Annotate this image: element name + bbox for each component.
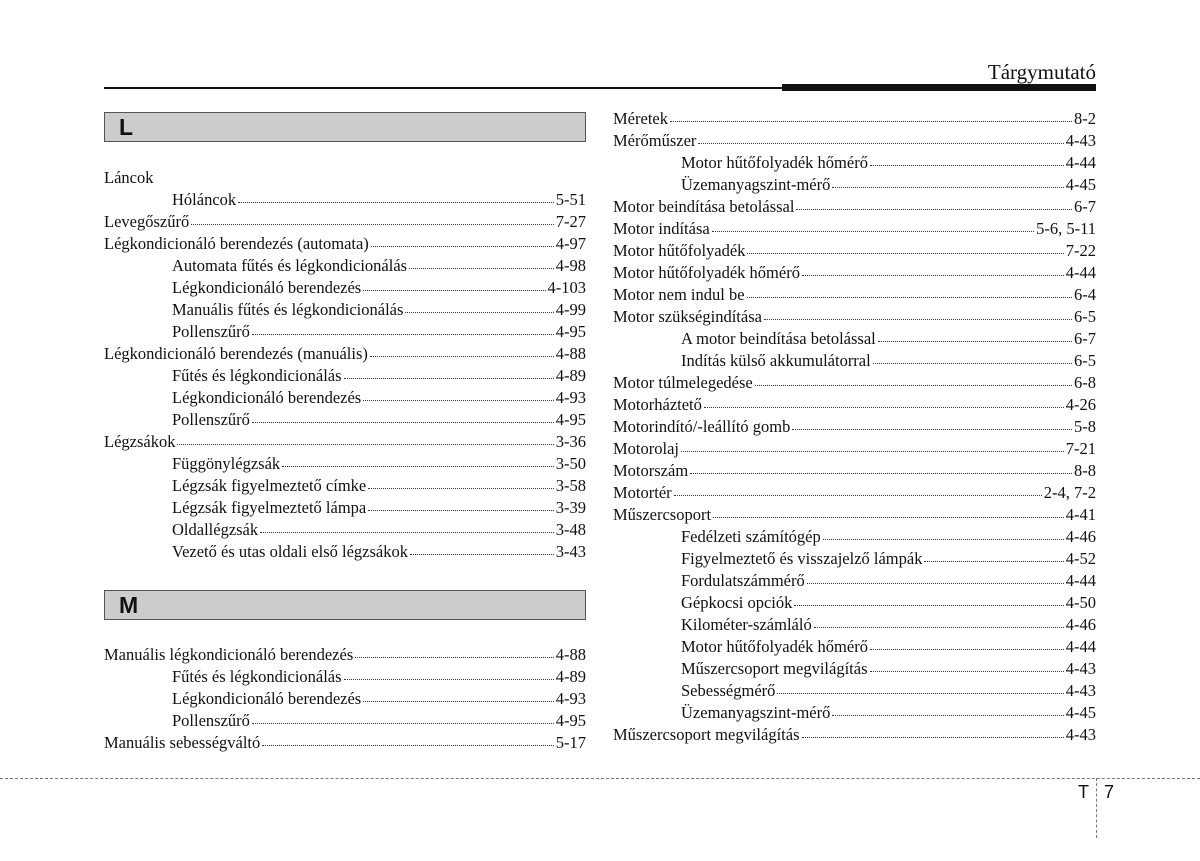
- index-subentry: Légkondicionáló berendezés 4-93: [172, 689, 586, 708]
- leader-dots: [870, 671, 1064, 672]
- footer-section-prefix: T: [1078, 782, 1089, 802]
- leader-dots: [363, 400, 554, 401]
- section-letter-m: M: [119, 592, 139, 618]
- leader-dots: [344, 679, 554, 680]
- index-entry: Motor nem indul be 6-4: [613, 285, 1096, 304]
- header-bar: [782, 84, 1096, 91]
- index-entry: Motorindító/-leállító gomb 5-8: [613, 417, 1096, 436]
- leader-dots: [794, 605, 1063, 606]
- index-subentry: Fűtés és légkondicionálás 4-89: [172, 667, 586, 686]
- leader-dots: [878, 341, 1072, 342]
- leader-dots: [747, 297, 1072, 298]
- leader-dots: [177, 444, 553, 445]
- index-entry: Manuális sebességváltó 5-17: [104, 733, 586, 752]
- leader-dots: [410, 554, 554, 555]
- index-subentry: Függönylégzsák 3-50: [172, 454, 586, 473]
- leader-dots: [405, 312, 553, 313]
- index-subentry: Oldallégzsák 3-48: [172, 520, 586, 539]
- leader-dots: [704, 407, 1064, 408]
- index-subentry: Műszercsoport megvilágítás 4-43: [681, 659, 1096, 678]
- leader-dots: [873, 363, 1072, 364]
- page-header-title: Tárgymutató: [987, 60, 1096, 84]
- index-subentry: Üzemanyagszint-mérő 4-45: [681, 175, 1096, 194]
- index-subentry: Légkondicionáló berendezés 4-103: [172, 278, 586, 297]
- leader-dots: [802, 737, 1064, 738]
- leader-dots: [802, 275, 1064, 276]
- index-subentry: Kilométer-számláló 4-46: [681, 615, 1096, 634]
- index-entry: Motor beindítása betolással 6-7: [613, 197, 1096, 216]
- leader-dots: [252, 723, 554, 724]
- index-entry: Légkondicionáló berendezés (manuális) 4-88: [104, 344, 586, 363]
- index-entry: Láncok: [104, 168, 154, 187]
- section-letter-l: L: [119, 114, 134, 140]
- index-subentry: Pollenszűrő 4-95: [172, 711, 586, 730]
- leader-dots: [262, 745, 553, 746]
- index-entry: Levegőszűrő 7-27: [104, 212, 586, 231]
- leader-dots: [764, 319, 1072, 320]
- index-entry: Légkondicionáló berendezés (automata) 4-97: [104, 234, 586, 253]
- leader-dots: [792, 429, 1072, 430]
- leader-dots: [681, 451, 1064, 452]
- leader-dots: [870, 165, 1064, 166]
- index-subentry: Sebességmérő 4-43: [681, 681, 1096, 700]
- section-header-m: [104, 590, 586, 620]
- leader-dots: [282, 466, 554, 467]
- leader-dots: [870, 649, 1064, 650]
- leader-dots: [238, 202, 554, 203]
- index-subentry: Légzsák figyelmeztető címke 3-58: [172, 476, 586, 495]
- leader-dots: [777, 693, 1063, 694]
- page-number: 7: [1104, 782, 1115, 802]
- leader-dots: [747, 253, 1063, 254]
- leader-dots: [823, 539, 1064, 540]
- leader-dots: [924, 561, 1063, 562]
- index-entry: Motor hűtőfolyadék hőmérő 4-44: [613, 263, 1096, 282]
- index-subentry: Hóláncok 5-51: [172, 190, 586, 209]
- index-subentry: Fedélzeti számítógép 4-46: [681, 527, 1096, 546]
- leader-dots: [252, 334, 554, 335]
- index-entry: Motorolaj 7-21: [613, 439, 1096, 458]
- index-subentry: Figyelmeztető és visszajelző lámpák 4-52: [681, 549, 1096, 568]
- leader-dots: [807, 583, 1064, 584]
- index-subentry: Fűtés és légkondicionálás 4-89: [172, 366, 586, 385]
- leader-dots: [713, 517, 1064, 518]
- index-entry: Motor hűtőfolyadék 7-22: [613, 241, 1096, 260]
- leader-dots: [832, 715, 1063, 716]
- index-entry: Mérőműszer 4-43: [613, 131, 1096, 150]
- index-subentry: Pollenszűrő 4-95: [172, 322, 586, 341]
- leader-dots: [832, 187, 1063, 188]
- index-entry: Motortér 2-4, 7-2: [613, 483, 1096, 502]
- leader-dots: [814, 627, 1064, 628]
- index-entry: Motor indítása 5-6, 5-11: [613, 219, 1096, 238]
- leader-dots: [690, 473, 1072, 474]
- index-entry: Motorháztető 4-26: [613, 395, 1096, 414]
- index-entry: Motorszám 8-8: [613, 461, 1096, 480]
- index-entry: Méretek 8-2: [613, 109, 1096, 128]
- index-subentry: Fordulatszámmérő 4-44: [681, 571, 1096, 590]
- leader-dots: [371, 246, 554, 247]
- index-subentry: Motor hűtőfolyadék hőmérő 4-44: [681, 637, 1096, 656]
- leader-dots: [698, 143, 1063, 144]
- index-subentry: Motor hűtőfolyadék hőmérő 4-44: [681, 153, 1096, 172]
- leader-dots: [370, 356, 554, 357]
- leader-dots: [355, 657, 554, 658]
- leader-dots: [368, 488, 554, 489]
- leader-dots: [191, 224, 554, 225]
- leader-dots: [368, 510, 554, 511]
- leader-dots: [712, 231, 1034, 232]
- index-subentry: Gépkocsi opciók 4-50: [681, 593, 1096, 612]
- index-subentry: Vezető és utas oldali első légzsákok 3-43: [172, 542, 586, 561]
- index-subentry: Manuális fűtés és légkondicionálás 4-99: [172, 300, 586, 319]
- leader-dots: [363, 701, 554, 702]
- index-entry: Műszercsoport 4-41: [613, 505, 1096, 524]
- footer-vertical-rule: [1096, 778, 1097, 838]
- leader-dots: [252, 422, 554, 423]
- leader-dots: [674, 495, 1042, 496]
- index-entry: Műszercsoport megvilágítás 4-43: [613, 725, 1096, 744]
- index-entry: Légzsákok 3-36: [104, 432, 586, 451]
- index-subentry: Légzsák figyelmeztető lámpa 3-39: [172, 498, 586, 517]
- leader-dots: [344, 378, 554, 379]
- index-subentry: Pollenszűrő 4-95: [172, 410, 586, 429]
- section-header-l: [104, 112, 586, 142]
- index-subentry: Üzemanyagszint-mérő 4-45: [681, 703, 1096, 722]
- leader-dots: [670, 121, 1072, 122]
- leader-dots: [363, 290, 545, 291]
- leader-dots: [796, 209, 1072, 210]
- index-subentry: Automata fűtés és légkondicionálás 4-98: [172, 256, 586, 275]
- leader-dots: [409, 268, 554, 269]
- index-entry: Manuális légkondicionáló berendezés 4-88: [104, 645, 586, 664]
- index-subentry: A motor beindítása betolással 6-7: [681, 329, 1096, 348]
- index-subentry: Indítás külső akkumulátorral 6-5: [681, 351, 1096, 370]
- index-subentry: Légkondicionáló berendezés 4-93: [172, 388, 586, 407]
- leader-dots: [755, 385, 1072, 386]
- index-entry: Motor szükségindítása 6-5: [613, 307, 1096, 326]
- index-entry: Motor túlmelegedése 6-8: [613, 373, 1096, 392]
- leader-dots: [260, 532, 554, 533]
- footer-dashed-rule: [0, 778, 1200, 779]
